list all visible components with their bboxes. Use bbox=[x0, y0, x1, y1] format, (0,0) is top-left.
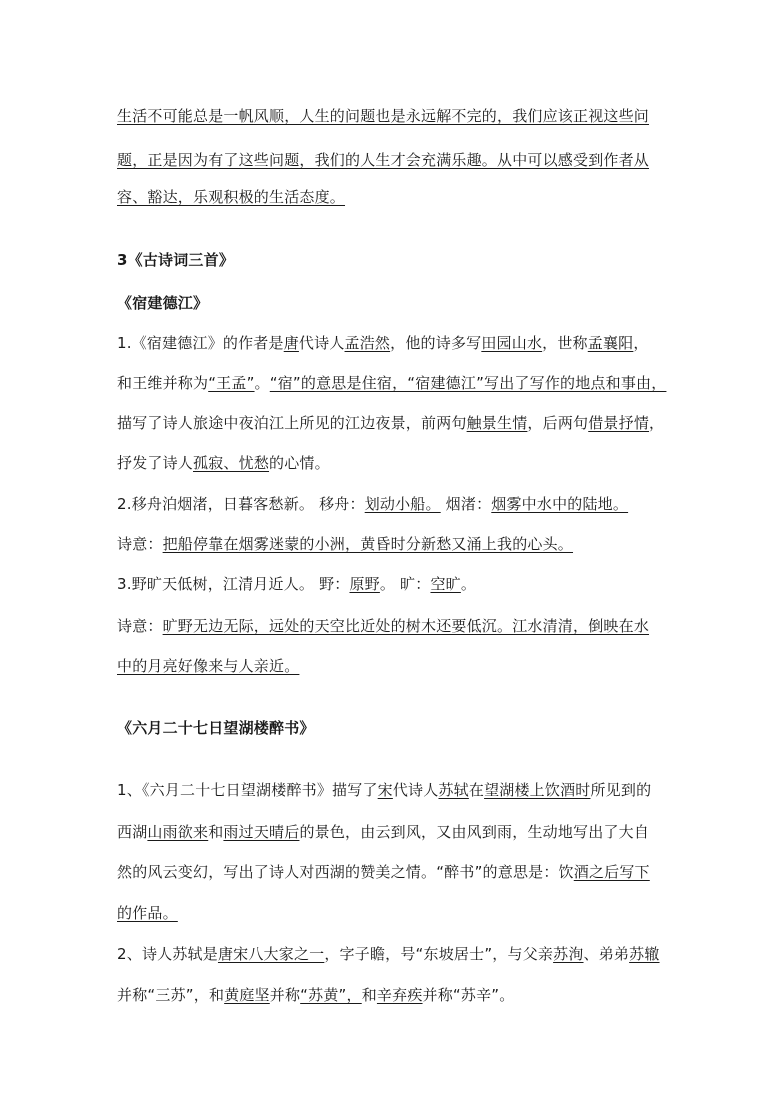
poem1-p1-line-3: 描写了诗人旅途中夜泊江上所见的江边夜景，前两句触景生情，后两句借景抒情， bbox=[117, 414, 665, 432]
poem1-title: 《宿建德江》 bbox=[117, 294, 209, 312]
poem1-verse-3-meaning-line-1: 诗意：旷野无边无际，远处的天空比近处的树木还要低沉。江水清清，倒映在水 bbox=[117, 617, 650, 635]
poem1-p1-line-4: 抒发了诗人孤寂、忧愁的心情。 bbox=[117, 454, 330, 472]
poem1-verse-3: 3.野旷天低树，江清月近人。 野：原野。 旷：空旷。 bbox=[117, 575, 477, 593]
poem2-title: 《六月二十七日望湖楼醉书》 bbox=[117, 719, 315, 737]
poem2-p1-line-4: 的作品。 bbox=[117, 904, 178, 922]
poem1-p1-line-2: 和王维并称为“王孟”。“宿”的意思是住宿，“宿建德江”写出了写作的地点和事由， bbox=[117, 374, 667, 392]
poem1-verse-3-meaning-line-2: 中的月亮好像来与人亲近。 bbox=[117, 657, 300, 675]
poem2-p2-line-2: 并称“三苏”，和黄庭坚并称“苏黄”，和辛弃疾并称“苏辛”。 bbox=[117, 986, 515, 1004]
section-title: 3《古诗词三首》 bbox=[117, 251, 235, 269]
intro-line-2: 题，正是因为有了这些问题，我们的人生才会充满乐趣。从中可以感受到作者从 bbox=[117, 151, 650, 169]
intro-line-3: 容、豁达，乐观积极的生活态度。 bbox=[117, 188, 346, 206]
poem1-p1-line-1: 1.《宿建德江》的作者是唐代诗人孟浩然，他的诗多写田园山水，世称孟襄阳， bbox=[117, 334, 649, 352]
poem2-p2-line-1: 2、诗人苏轼是唐宋八大家之一，字子瞻，号“东坡居士”，与父亲苏洵、弟弟苏辙 bbox=[117, 945, 660, 963]
poem2-p1-line-2: 西湖山雨欲来和雨过天晴后的景色，由云到风，又由风到雨，生动地写出了大自 bbox=[117, 823, 650, 841]
poem1-verse-2: 2.移舟泊烟渚，日暮客愁新。 移舟：划动小船。 烟渚：烟雾中水中的陆地。 bbox=[117, 495, 629, 513]
poem2-p1-line-1: 1、《六月二十七日望湖楼醉书》描写了宋代诗人苏轼在望湖楼上饮酒时所见到的 bbox=[117, 781, 652, 799]
poem2-p1-line-3: 然的风云变幻，写出了诗人对西湖的赞美之情。“醉书”的意思是：饮酒之后写下 bbox=[117, 863, 650, 881]
intro-line-1: 生活不可能总是一帆风顺，人生的问题也是永远解不完的，我们应该正视这些问 bbox=[117, 107, 650, 125]
poem1-verse-2-meaning: 诗意：把船停靠在烟雾迷蒙的小洲，黄昏时分新愁又涌上我的心头。 bbox=[117, 535, 574, 553]
